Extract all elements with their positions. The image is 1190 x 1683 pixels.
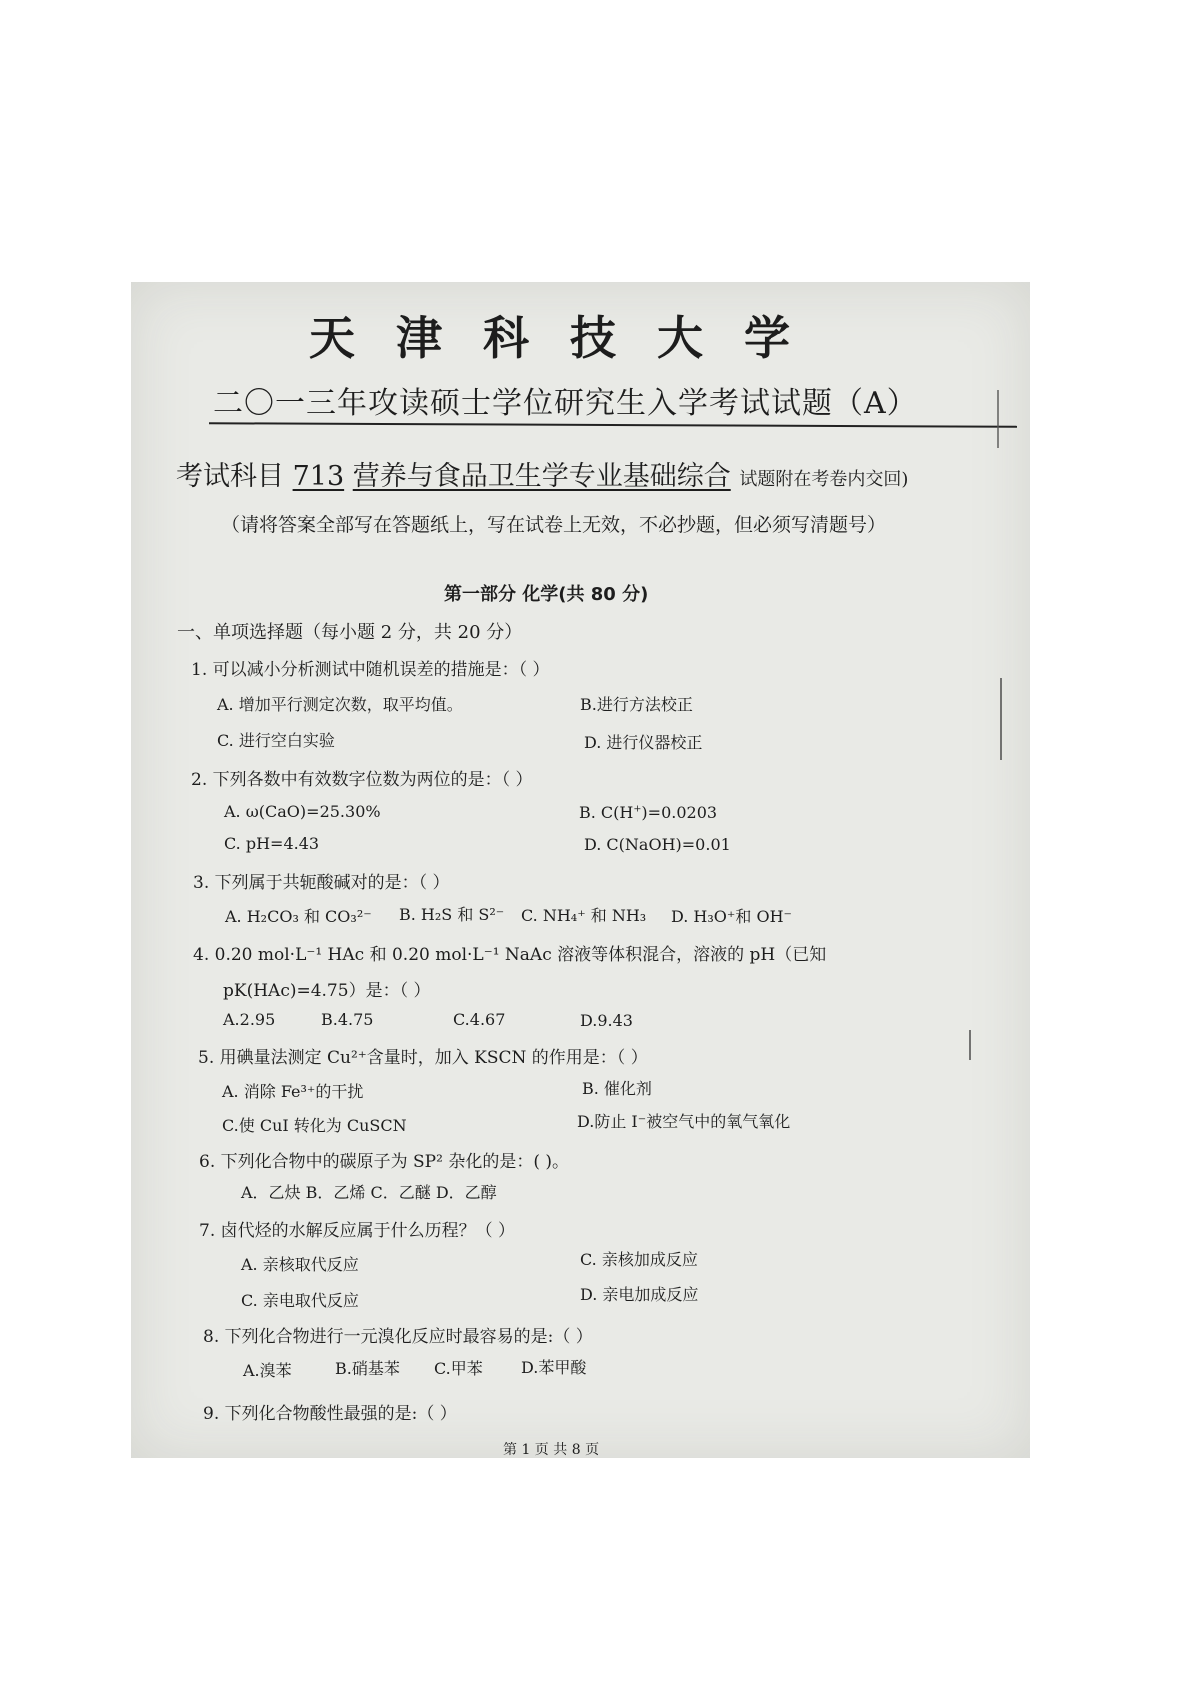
question-6-options: A．乙炔 B．乙烯 C．乙醚 D．乙醇 bbox=[241, 1183, 497, 1202]
exam-subject-prefix: 考试科目 bbox=[176, 461, 284, 492]
question-7-option-b: C. 亲核加成反应 bbox=[580, 1250, 698, 1269]
question-5-stem: 5. 用碘量法测定 Cu²⁺含量时，加入 KSCN 的作用是：（ ） bbox=[198, 1048, 648, 1068]
question-2-option-c: C. pH=4.43 bbox=[224, 834, 320, 853]
exam-code: 713 bbox=[292, 461, 345, 492]
question-3-option-a: A. H₂CO₃ 和 CO₃²⁻ bbox=[225, 907, 372, 926]
question-4-option-c: C.4.67 bbox=[453, 1010, 506, 1029]
exam-name: 营养与食品卫生学专业基础综合 bbox=[352, 461, 731, 492]
scan-mark bbox=[969, 1030, 971, 1060]
question-7-stem: 7. 卤代烃的水解反应属于什么历程？（ ） bbox=[199, 1221, 516, 1241]
question-4-option-b: B.4.75 bbox=[321, 1010, 374, 1029]
question-8-option-d: D.苯甲酸 bbox=[521, 1358, 587, 1377]
question-3-option-c: C. NH₄⁺ 和 NH₃ bbox=[521, 906, 647, 925]
page-footer: 第 1 页 共 8 页 bbox=[503, 1442, 600, 1458]
question-4-option-d: D.9.43 bbox=[580, 1011, 633, 1030]
exam-notice: （请将答案全部写在答题纸上，写在试卷上无效，不必抄题，但必须写清题号） bbox=[221, 514, 887, 536]
question-1-option-b: B.进行方法校正 bbox=[580, 695, 693, 714]
question-1-option-d: D. 进行仪器校正 bbox=[584, 733, 703, 752]
question-8-stem: 8. 下列化合物进行一元溴化反应时最容易的是:（ ） bbox=[203, 1327, 593, 1347]
question-2-option-a: A. ω(CaO)=25.30% bbox=[224, 802, 381, 821]
exam-subject-line bbox=[176, 454, 908, 493]
question-2-option-d: D. C(NaOH)=0.01 bbox=[584, 835, 731, 854]
question-2-stem: 2. 下列各数中有效数字位数为两位的是：（ ） bbox=[191, 770, 533, 790]
question-2-option-b bbox=[579, 803, 717, 822]
section-title: 一、单项选择题（每小题 2 分，共 20 分） bbox=[177, 622, 523, 643]
question-2-option-b-pre: B. C(H bbox=[579, 803, 634, 822]
question-8-option-b: B.硝基苯 bbox=[335, 1359, 400, 1378]
university-title: 天津科技大学 bbox=[309, 311, 831, 365]
question-8-option-c: C.甲苯 bbox=[434, 1359, 483, 1378]
question-5-option-a: A. 消除 Fe³⁺的干扰 bbox=[222, 1082, 364, 1101]
question-7-option-d: D. 亲电加成反应 bbox=[580, 1285, 699, 1304]
question-7-option-a: A. 亲核取代反应 bbox=[241, 1255, 359, 1274]
question-1-option-a: A. 增加平行测定次数，取平均值。 bbox=[217, 695, 463, 714]
question-7-option-c: C. 亲电取代反应 bbox=[241, 1291, 359, 1310]
question-2-option-b-post: )=0.0203 bbox=[641, 803, 718, 822]
exam-subtitle: 二〇一三年攻读硕士学位研究生入学考试试题（A） bbox=[213, 386, 918, 421]
question-3-stem: 3. 下列属于共轭酸碱对的是：（ ） bbox=[193, 873, 450, 893]
title-underline bbox=[209, 422, 1017, 428]
question-8-option-a: A.溴苯 bbox=[243, 1361, 292, 1380]
question-6-stem: 6. 下列化合物中的碳原子为 SP² 杂化的是：( )。 bbox=[199, 1152, 569, 1172]
question-4-option-a: A.2.95 bbox=[223, 1010, 276, 1029]
scan-mark bbox=[1000, 678, 1002, 760]
exam-suffix: 试题附在考卷内交回) bbox=[739, 469, 909, 490]
question-3-option-d: D. H₃O⁺和 OH⁻ bbox=[671, 907, 792, 926]
question-4-stem-continued: pK(HAc)=4.75）是：（ ） bbox=[223, 981, 431, 1001]
question-1-option-c: C. 进行空白实验 bbox=[217, 731, 335, 750]
part-title: 第一部分 化学(共 80 分) bbox=[444, 584, 649, 605]
question-1-stem: 1. 可以减小分析测试中随机误差的措施是：（ ） bbox=[191, 660, 550, 680]
question-5-option-d: D.防止 I⁻被空气中的氧气氧化 bbox=[577, 1112, 791, 1131]
scan-mark bbox=[997, 390, 999, 448]
question-9-stem: 9. 下列化合物酸性最强的是:（ ） bbox=[203, 1404, 457, 1424]
question-2-option-b-sup: + bbox=[633, 803, 642, 815]
exam-paper bbox=[131, 282, 1030, 1458]
question-5-option-b: B. 催化剂 bbox=[582, 1079, 652, 1098]
question-5-option-c: C.使 CuI 转化为 CuSCN bbox=[222, 1116, 407, 1135]
question-4-stem: 4. 0.20 mol·L⁻¹ HAc 和 0.20 mol·L⁻¹ NaAc 溶液等体积混合，溶液的 pH（已知 bbox=[193, 945, 827, 965]
question-3-option-b: B. H₂S 和 S²⁻ bbox=[399, 905, 505, 924]
